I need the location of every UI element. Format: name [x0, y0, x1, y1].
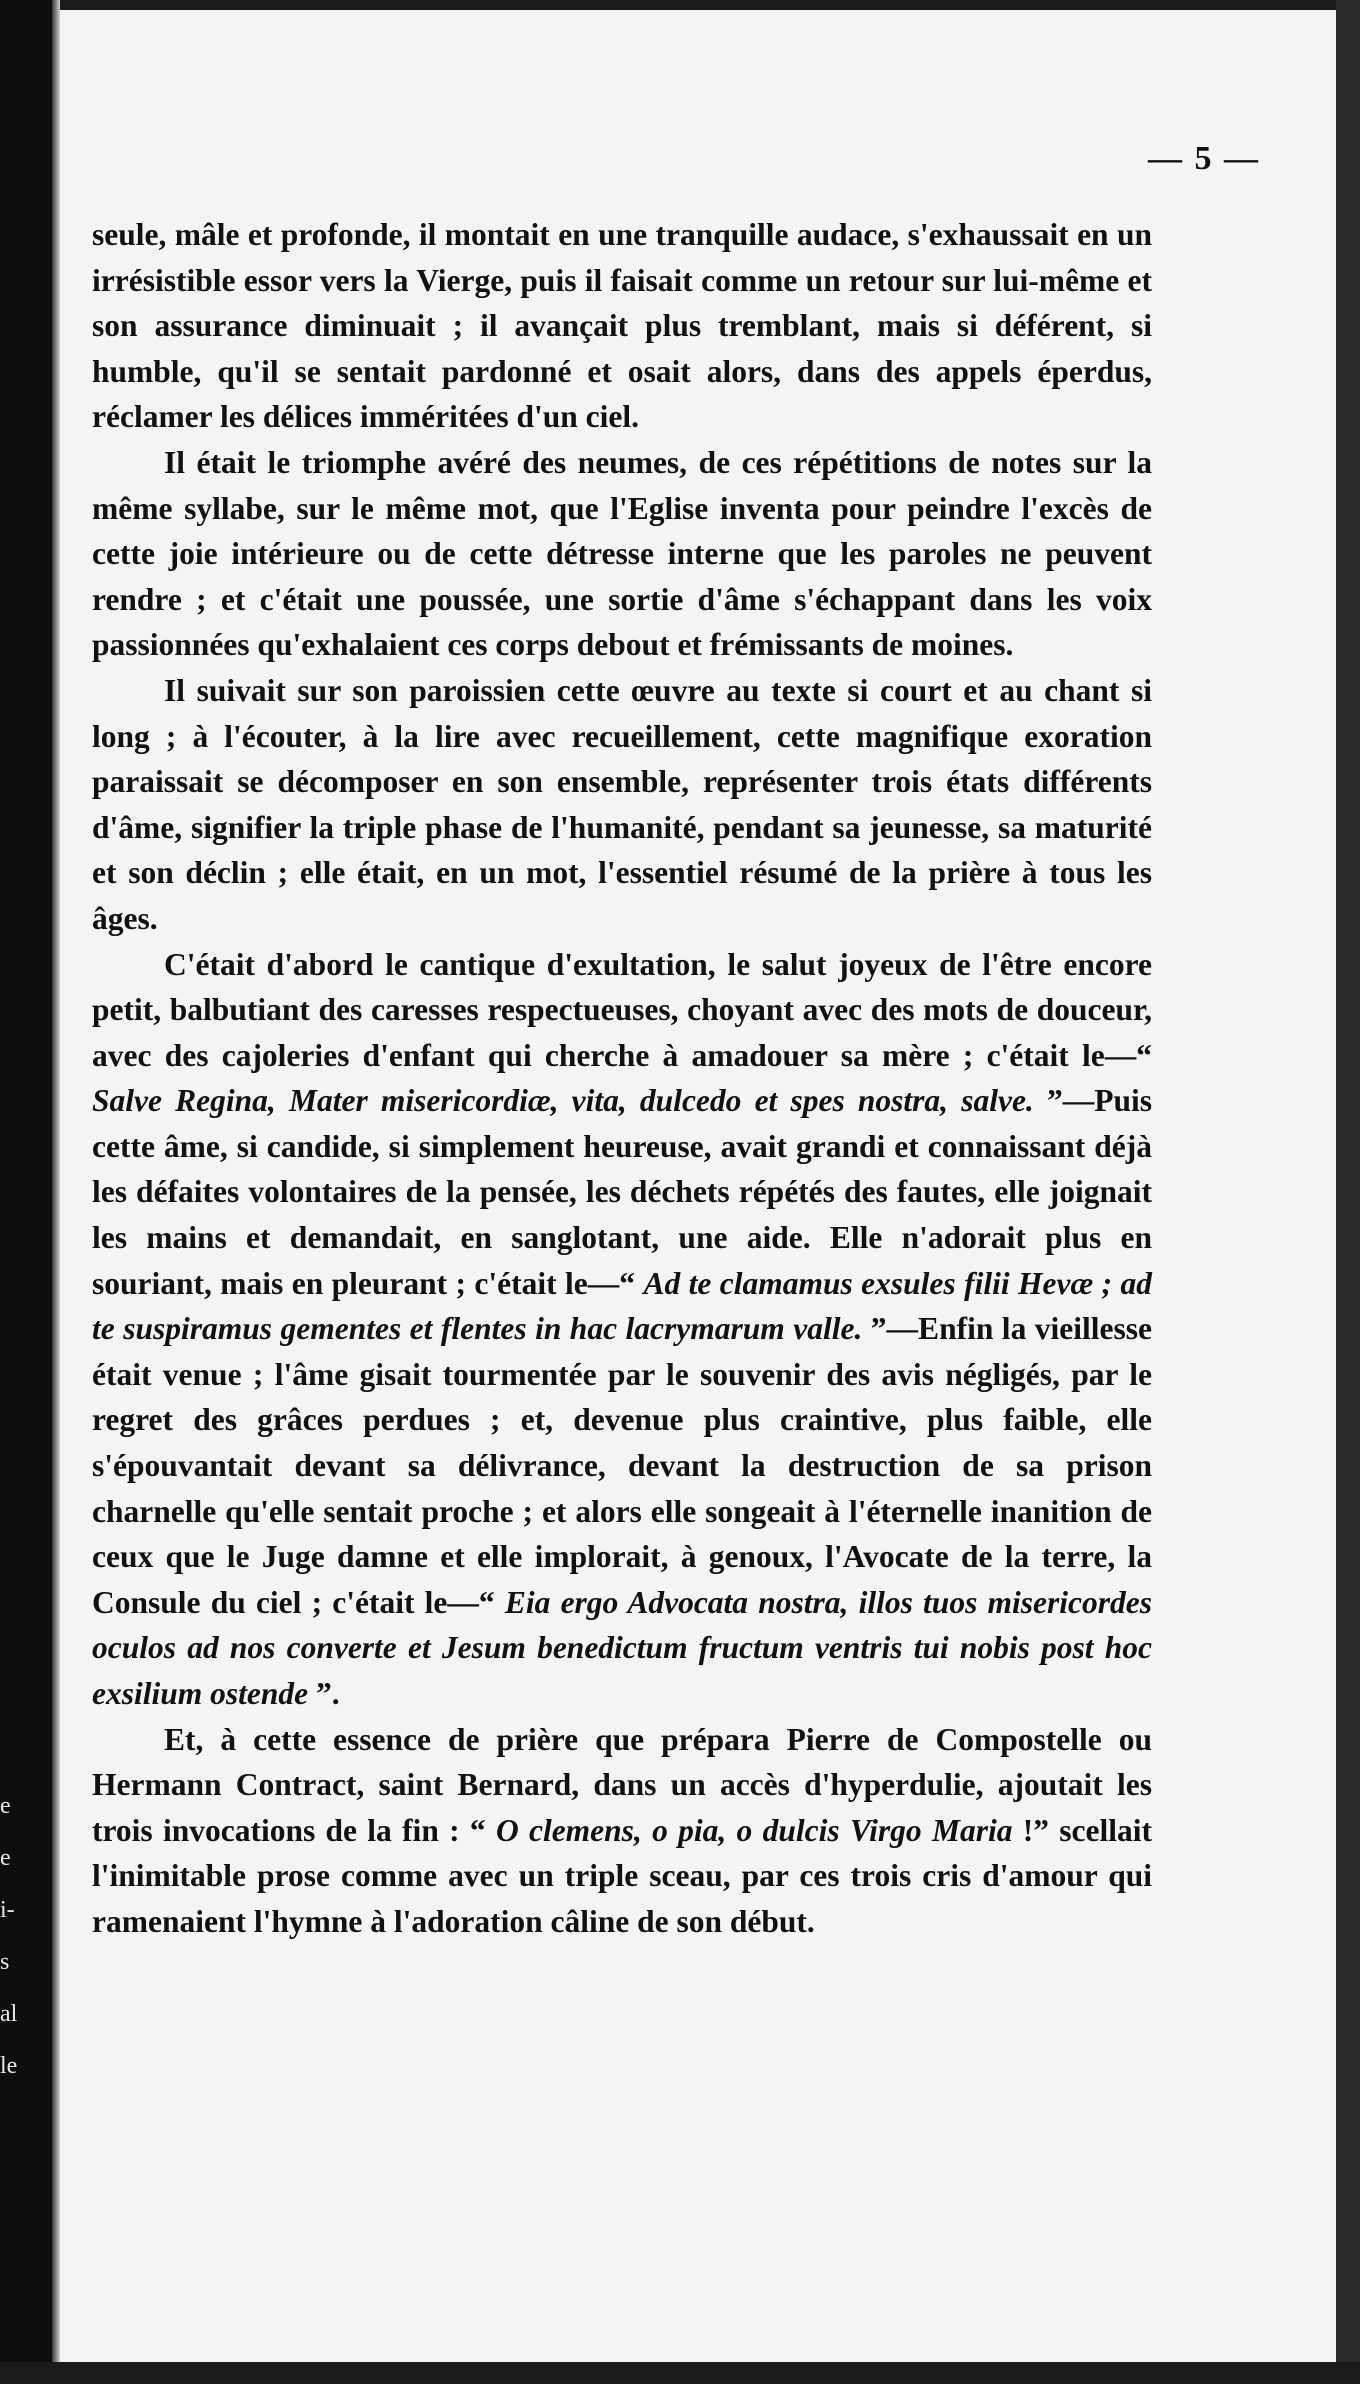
- adjacent-page-margin-letters: [0, 1780, 20, 2092]
- paragraph: [92, 942, 1152, 1717]
- latin-quotation: Eia ergo Advocata nostra, illos tuos misericordes oculos ad nos converte et Jesum benedictum fructum ventris tui nobis post hoc exsilium ostende: [92, 1584, 1153, 1711]
- latin-quotation: Ad te clamamus exsules filii Hevæ ; ad te suspiramus gementes et flentes in hac lacrymarum valle.: [92, 1265, 1152, 1347]
- latin-quotation: Salve Regina, Mater misericordiæ, vita, dulcedo et spes nostra, salve.: [92, 1083, 1034, 1119]
- text-run: seule, mâle et profonde, il montait en une tranquille audace, s'exhaussait en un irrésistible essor vers la Vierge, puis il faisait comme un retour sur lui-même et son assurance diminuait ; il avançait plus tremblant, mais si déférent, si humble, qu'il se sentait pardonné et osait alors, dans des appels éperdus, réclamer les délices imméritées d'un ciel.: [92, 217, 1152, 435]
- text-run: Il était le triomphe avéré des neumes, de ces répétitions de notes sur la même syllabe, sur le même mot, que l'Eglise inventa pour peindre l'excès de cette joie intérieure ou de cette détresse interne que les paroles ne peuvent rendre ; et c'était une poussée, une sortie d'âme s'échappant dans les voix passionnées qu'exhalaient ces corps debout et frémissants de moines.: [92, 444, 1152, 663]
- latin-quotation: O clemens, o pia, o dulcis Virgo Maria: [495, 1812, 1013, 1848]
- scan-border-top: [0, 0, 1360, 10]
- text-run: Il suivait sur son paroissien cette œuvre au texte si court et au chant si long ; à l'écouter, à la lire avec recueillement, cette magnifique exoration paraissait se décomposer en son ensemble, représenter trois états différents d'âme, signifier la triple phase de l'humanité, pendant sa jeunesse, sa maturité et son déclin ; elle était, en un mot, l'essentiel résumé de la prière à tous les âges.: [92, 672, 1152, 936]
- scan-border-bottom: [0, 2362, 1360, 2384]
- paragraph: [92, 212, 1152, 440]
- page-number: — 5 —: [1148, 140, 1260, 177]
- text-run: !” scellait l'inimitable prose comme avec un triple sceau, par ces trois cris d'amour qui ramenaient l'hymne à l'adoration câline de son début.: [92, 1812, 1152, 1939]
- margin-letter: e: [0, 1845, 11, 1871]
- paragraph: [92, 668, 1152, 942]
- margin-letter: al: [0, 2001, 18, 2027]
- margin-letter: e: [0, 1793, 11, 1819]
- margin-letter: s: [0, 1949, 10, 1975]
- paragraph: [92, 1717, 1152, 1945]
- book-gutter-shadow: [52, 0, 60, 2384]
- text-run: Et, à cette essence de prière que prépara Pierre de Compostelle ou Hermann Contract, saint Bernard, dans un accès d'hyperdulie, ajoutait les trois invocations de la fin : “: [92, 1721, 1152, 1848]
- text-run: ”—Enfin la vieillesse était venue ; l'âme gisait tourmentée par le souvenir des avis négligés, par le regret des grâces perdues ; et, devenue plus craintive, plus faible, elle s'épouvantait devant sa délivrance, devant la destruction de sa prison charnelle qu'elle sentait proche ; et alors elle songeait à l'éternelle inanition de ceux que le Juge damne et elle implorait, à genoux, l'Avocate de la terre, la Consule du ciel ; c'était le—“: [92, 1311, 1152, 1620]
- paragraph: [92, 440, 1152, 668]
- text-run: C'était d'abord le cantique d'exultation, le salut joyeux de l'être encore petit, balbutiant des caresses respectueuses, choyant avec des mots de douceur, avec des cajoleries d'enfant qui cherche à amadouer sa mère ; c'était le—“: [92, 946, 1152, 1073]
- margin-letter: le: [0, 2053, 18, 2079]
- text-run: ”.: [308, 1676, 340, 1711]
- scan-border-right: [1336, 0, 1360, 2384]
- text-run: ”—Puis cette âme, si candide, si simplement heureuse, avait grandi et connaissant déjà les défaites volontaires de la pensée, les déchets répétés des fautes, elle joignait les mains et demandait, en sanglotant, une aide. Elle n'adorait plus en souriant, mais en pleurant ; c'était le—“: [92, 1083, 1152, 1301]
- body-text: [92, 212, 1152, 1945]
- margin-letter: i-: [0, 1897, 15, 1923]
